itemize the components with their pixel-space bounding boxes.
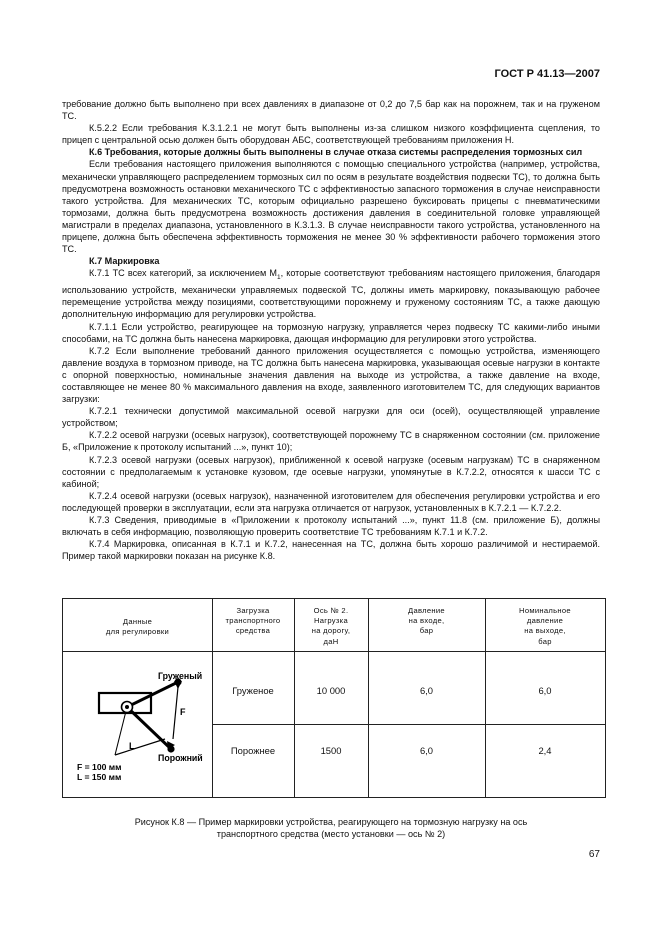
paragraph: К.7.2.1 технически допустимой максимальной осевой нагрузки для оси (осей), осуществляющей управление устройством; [62,406,600,429]
header-cell: Данные для регулировки [105,617,170,637]
table-cell: 6,0 [538,685,552,696]
label-empty: Порожний [158,753,203,763]
paragraph: К.7.1.1 Если устройство, реагирующее на тормозную нагрузку, управляется через подвеску ТС какими-либо иными способами, на ТС должна быть нанесена маркировка, дающая информацию для регулировки этого устройства. [62,321,600,344]
page-number: 67 [588,849,600,860]
table-cell: Груженое [232,685,274,696]
pivot-center [125,705,129,709]
marker-dot [167,745,174,752]
document-body [62,98,600,562]
paragraph: К.7.2.2 осевой нагрузки (осевых нагрузок), соответствующей порожнему ТС в снаряженном состоянии (см. приложение Б, «Приложение к протоколу испытаний ...», пункт 10); [62,430,600,453]
figure-caption [62,816,600,840]
label-loaded: Груженый [158,671,203,681]
paragraph: Если требования настоящего приложения выполняются с помощью специального устройства (например, устройства, механически управляющего распределением тормозных сил по осям в результате воздействия подвески ТС), то должна быть предусмотрена возможность остановки механического ТС с эффективностью запасного торможения в случае неисправности такого устройства. Для механических ТС, которым официально разрешено буксировать прицепы с пневматическими тормозами, должна быть предусмотрена возможность достижения давления в соединительной головке управляющей магистрали в пределах диапазона, установленного в К.3.1.3. В случае неисправности такого устройства, установленного на прицепе, должна быть обеспечена эффективность торможения не менее 30 % эффективности рабочего торможения этого ТС. [62,159,600,255]
header-cell: Загрузка транспортного средства [225,606,281,636]
letter-f: F [180,707,186,717]
dimension-line [173,687,178,739]
paragraph: К.7.4 Маркировка, описанная в К.7.1 и К.7.2, нанесенная на ТС, должна быть хорошо различимой и нестираемой. Пример такой маркировки показан на рисунке К.8. [62,539,600,562]
paragraph-text: , которые соответствуют требованиям настоящего приложения, благодаря использованию устройств, механически управляемых подвеской ТС, должны иметь маркировку, показывающую рабочее перемещение устройства между позициями, соответствующими порожнему и груженому состояниям ТС, а также дающую дополнительную информацию для регулировки устройства. [62,268,600,320]
paragraph: К.7.2.3 осевой нагрузки (осевых нагрузок), приближенной к осевой нагрузке (осевым нагрузкам) ТС в снаряженном состоянии с предполагаемым к установке кузовом, где осевые нагрузки, упомянутые в К.7.2.2, относятся к шасси ТС с кабиной; [62,454,600,489]
subscript: 1 [276,274,281,282]
f-value: F = 100 мм [77,762,122,772]
marking-table [62,598,606,798]
paragraph: К.7.2 Если выполнение требований данного приложения осуществляется с помощью устройства, изменяющего давление воздуха в тормозном приводе, на ТС должна быть нанесена маркировка, указывающая осевые нагрузки в контакте с опорной поверхностью, номинальные значения давления на выходе из устройства, а также давление на входе, составляющее не менее 80 % максимального давления на входе, заявленного изготовителем ТС, для следующих вариантов загрузки: [62,345,600,405]
paragraph: К.5.2.2 Если требования К.3.1.2.1 не могут быть выполнены из-за слишком низкого коэффициента сцепления, то прицеп с центральной осью должен быть оборудован АБС, соответствующей требованиям приложения Н. [62,123,600,146]
header-cell: Давление на входе, бар [408,606,445,636]
paragraph: К.7.2.4 осевой нагрузки (осевых нагрузок), назначенной изготовителем для обеспечения регулировки устройства и его последующей проверки в эксплуатации, если эта нагрузка отличается от нагрузок, установленных в К.7.2.1 — К.7.2.2. [62,490,600,513]
caption-line: Рисунок К.8 — Пример маркировки устройства, реагирующего на тормозную нагрузку на ось [134,817,528,827]
section-heading: К.7 Маркировка [89,256,160,267]
paragraph: К.7.3 Сведения, приводимые в «Приложении к протоколу испытаний ...», пункт 11.8 (см. приложение Б), должны включать в себя информацию, позволяющую проверить соответствие ТС требованиям К.7.1 и К.7.2. [62,515,600,538]
standard-number: ГОСТ Р 41.13—2007 [494,68,600,80]
caption-line: транспортного средства (место установки — ось № 2) [216,829,446,840]
table-cell: 10 000 [316,685,346,696]
lever-loaded [127,682,178,707]
header-cell: Номинальное давление на выходе, бар [519,606,571,646]
table-cell: Порожнее [230,745,276,756]
letter-l: L [129,741,135,751]
table-cell: 2,4 [538,745,552,756]
paragraph [62,267,600,320]
paragraph-text: К.7.1 ТС всех категорий, за исключением М [89,268,277,279]
header-cell: Ось № 2. Нагрузка на дорогу, даН [311,606,351,646]
adjustment-diagram [63,599,212,799]
paragraph: требование должно быть выполнено при всех давлениях в диапазоне от 0,2 до 7,5 бар как на порожнем, так и на груженом ТС. [62,99,600,122]
table-cell: 6,0 [419,685,434,696]
table-cell: 6,0 [419,745,434,756]
dimension-line [115,707,127,755]
l-value: L = 150 мм [77,772,122,782]
table-divider [212,724,605,725]
table-cell: 1500 [320,745,342,756]
section-heading: К.6 Требования, которые должны быть выполнены в случае отказа системы распределения тормозных сил [89,147,583,158]
